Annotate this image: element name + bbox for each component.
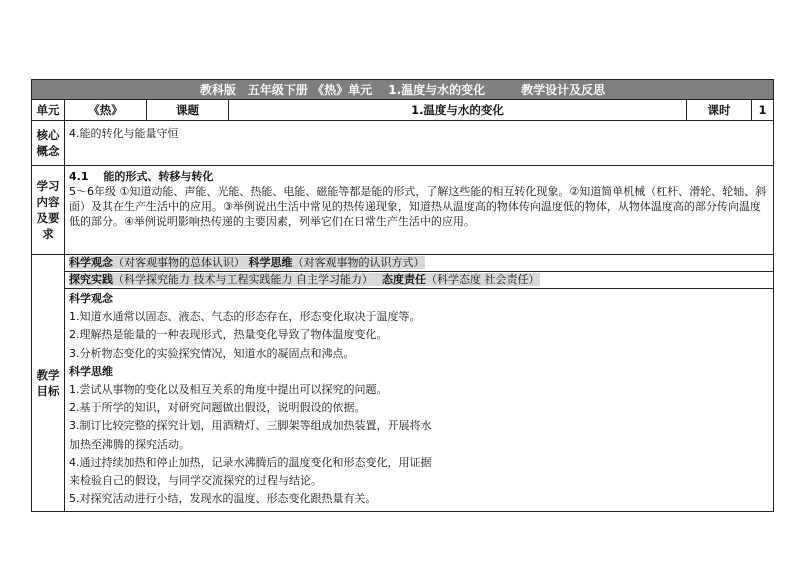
- goal-item: 5.对探究活动进行小结，发现水的温度、形态变化跟热量有关。: [69, 492, 377, 506]
- goal-category-band-2: [65, 272, 773, 289]
- title-row: [32, 80, 774, 100]
- goal-item: 1.知道水通常以固态、液态、气态的形态存在，形态变化取决于温度等。: [69, 310, 421, 324]
- goal-item: 来检验自己的假设，与同学交流探究的过程与结论。: [69, 474, 322, 488]
- goal-lines: [65, 289, 773, 511]
- document-title: 教科版 五年级下册 《热》单元 1.温度与水的变化 教学设计及反思: [32, 80, 774, 100]
- lesson-value: 1.温度与水的变化: [229, 100, 687, 121]
- info-row: [32, 100, 774, 121]
- learning-label-line-3: 及要: [36, 211, 60, 225]
- band2-desc-2: （科学态度 社会责任）: [426, 273, 540, 286]
- learning-label-line-4: 求: [42, 227, 54, 241]
- core-concept-value: 4.能的转化与能量守恒: [65, 121, 774, 166]
- learning-label-line-1: 学习: [36, 179, 60, 193]
- goal-item: 1.尝试从事物的变化以及相互关系的角度中提出可以探究的问题。: [69, 383, 388, 397]
- learning-heading: 4.1 能的形式、转移与转化: [69, 170, 214, 183]
- teaching-goals-label: [32, 255, 65, 512]
- learning-content-row: [32, 166, 774, 255]
- goal-section-heading: 科学观念: [69, 292, 113, 305]
- goal-category-band-1: [65, 255, 773, 272]
- goal-item: 加热至沸腾的探究活动。: [69, 437, 190, 451]
- band2-desc-1: （科学探究能力 技术与工程实践能力 自主学习能力）: [113, 273, 368, 286]
- hours-label: 课时: [687, 100, 752, 121]
- goal-item: 3.分析物态变化的实验探究情况，知道水的凝固点和沸点。: [69, 346, 355, 360]
- learning-body: 5～6年级 ①知道动能、声能、光能、热能、电能、磁能等都是能的形式，了解这些能的相互转化现象。②知道简单机械（杠杆、滑轮、轮轴、斜面）及其在生产生活中的应用。③举例说出生活中常见的热传递现象，知道热从温度高的物体传向温度低的物体，从物体温度高的部分传向温度低的部分。④举例说明影响热传递的主要因素，列举它们在日常生产生活中的应用。: [69, 185, 767, 228]
- core-label-line-2: 概念: [36, 144, 60, 158]
- goals-label-line-2: 目标: [36, 384, 60, 399]
- core-concept-row: [32, 121, 774, 166]
- goal-item: 3.制订比较完整的探究计划，用酒精灯、三脚架等组成加热装置，开展将水: [69, 419, 432, 433]
- learning-content-value: [65, 166, 774, 255]
- teaching-goals-value: [65, 255, 774, 512]
- goals-label-line-1: 教学: [36, 368, 60, 383]
- lesson-label: 课题: [147, 100, 229, 121]
- goal-item: 2.理解热是能量的一种表现形式，热量变化导致了物体温度变化。: [69, 328, 388, 342]
- teaching-goals-row: [32, 255, 774, 512]
- lesson-plan-sheet: [31, 79, 773, 512]
- learning-label-line-2: 内容: [36, 195, 60, 209]
- goal-item: 4.通过持续加热和停止加热，记录水沸腾后的温度变化和形态变化，用证据: [69, 455, 432, 469]
- band1-desc-2: （对客观事物的认识方式）: [292, 256, 425, 269]
- band1-title-2: 科学思维: [248, 256, 293, 269]
- core-label-line-1: 核心: [36, 128, 60, 142]
- hours-value: 1: [752, 100, 774, 121]
- band1-title-1: 科学观念: [69, 256, 113, 269]
- core-concept-label: [32, 121, 65, 166]
- learning-content-label: [32, 166, 65, 255]
- unit-label: 单元: [32, 100, 65, 121]
- unit-value: 《热》: [65, 100, 147, 121]
- band2-title-1: 探究实践: [69, 273, 113, 286]
- goal-item: 2.基于所学的知识，对研究问题做出假设，说明假设的依据。: [69, 401, 366, 415]
- goal-section-heading: 科学思维: [69, 364, 113, 378]
- lesson-plan-table: [31, 79, 774, 512]
- band1-desc-1: （对客观事物的总体认识）: [113, 256, 245, 269]
- band2-title-2: 态度责任: [382, 273, 426, 286]
